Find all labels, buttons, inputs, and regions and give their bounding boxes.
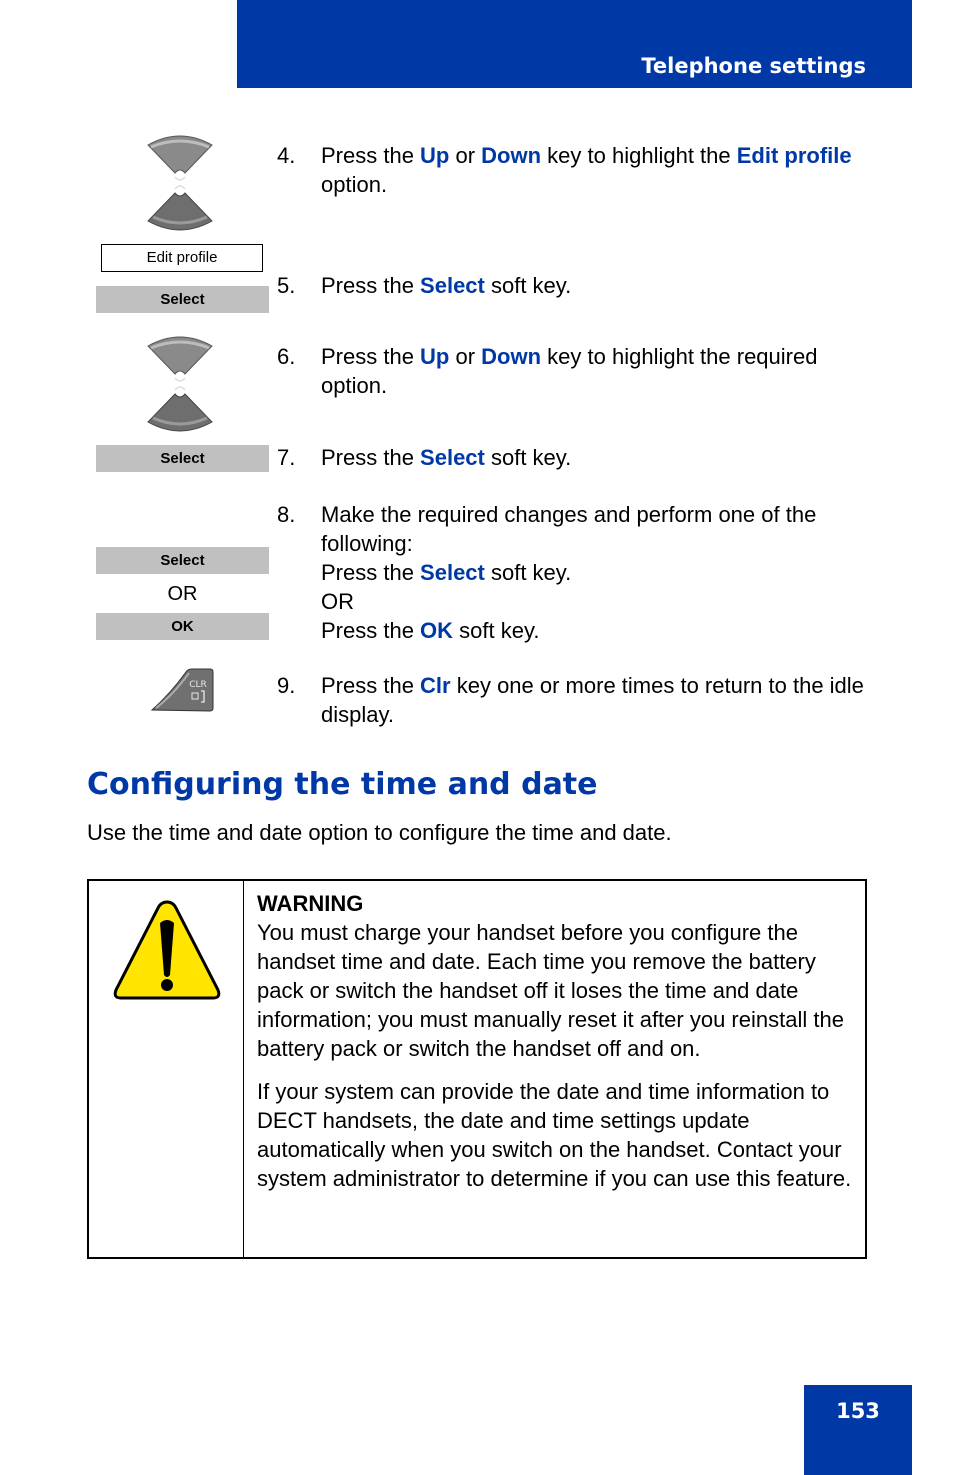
section-title: Configuring the time and date xyxy=(87,767,598,802)
step-5 xyxy=(277,271,877,300)
up-down-navigation-key-icon xyxy=(145,334,215,434)
select-softkey[interactable]: Select xyxy=(96,286,269,313)
section-intro: Use the time and date option to configure the time and date. xyxy=(87,820,672,845)
screen-edit-profile: Edit profile xyxy=(101,244,263,272)
edit-profile-ref: Edit profile xyxy=(736,143,852,168)
or-text: OR xyxy=(321,589,354,614)
step-number: 7. xyxy=(277,445,296,470)
warning-heading: WARNING xyxy=(257,891,364,916)
step-8 xyxy=(277,500,877,645)
select-softkey[interactable]: Select xyxy=(96,547,269,574)
up-key-ref: Up xyxy=(420,143,450,168)
header-bar xyxy=(237,0,912,88)
select-key-ref: Select xyxy=(420,560,485,585)
clear-key-icon xyxy=(150,668,214,712)
up-key-ref: Up xyxy=(420,344,450,369)
select-key-ref: Select xyxy=(420,273,485,298)
warning-divider xyxy=(243,881,244,1257)
step-text: Press the Select soft key. xyxy=(321,273,572,298)
step-text: Make the required changes and perform one of the following: Press the Select soft key. OR Press the OK soft key. xyxy=(321,500,877,645)
ok-key-ref: OK xyxy=(420,618,454,643)
ok-softkey[interactable]: OK xyxy=(96,613,269,640)
step-text: Press the Clr key one or more times to return to the idle display. xyxy=(321,673,864,727)
step-9 xyxy=(277,671,877,729)
page-number: 153 xyxy=(836,1399,880,1423)
step-7 xyxy=(277,443,877,472)
step-number: 8. xyxy=(277,502,296,527)
step-number: 4. xyxy=(277,143,296,168)
step-text: Press the Up or Down key to highlight the Edit profile option. xyxy=(321,143,852,197)
warning-para-2: If your system can provide the date and time information to DECT handsets, the date and time settings update automatically when you switch on the handset. Contact your system administrator to determine if you can use this feature. xyxy=(257,1079,852,1191)
down-key-ref: Down xyxy=(481,143,542,168)
step-4 xyxy=(277,141,877,199)
warning-triangle-icon xyxy=(111,897,223,1003)
step-text: Press the Select soft key. xyxy=(321,445,572,470)
step-number: 9. xyxy=(277,673,296,698)
step-text: Press the Up or Down key to highlight the required option. xyxy=(321,344,818,398)
up-down-navigation-key-icon xyxy=(145,133,215,233)
step-6 xyxy=(277,342,877,400)
select-softkey[interactable]: Select xyxy=(96,445,269,472)
or-label: OR xyxy=(167,583,198,605)
page-number-box xyxy=(804,1385,912,1475)
clr-key-text: CLR xyxy=(189,680,207,690)
warning-para-1: You must charge your handset before you configure the handset time and date. Each time you remove the battery pack or switch the handset off it loses the time and date information; you must manually reset it after you reinstall the battery pack or switch the handset off and on. xyxy=(257,920,844,1061)
warning-text xyxy=(257,889,857,1207)
header-title: Telephone settings xyxy=(641,54,866,78)
clr-key-ref: Clr xyxy=(420,673,451,698)
select-key-ref: Select xyxy=(420,445,485,470)
step-number: 6. xyxy=(277,344,296,369)
warning-box xyxy=(87,879,867,1259)
down-key-ref: Down xyxy=(481,344,542,369)
step-number: 5. xyxy=(277,273,296,298)
